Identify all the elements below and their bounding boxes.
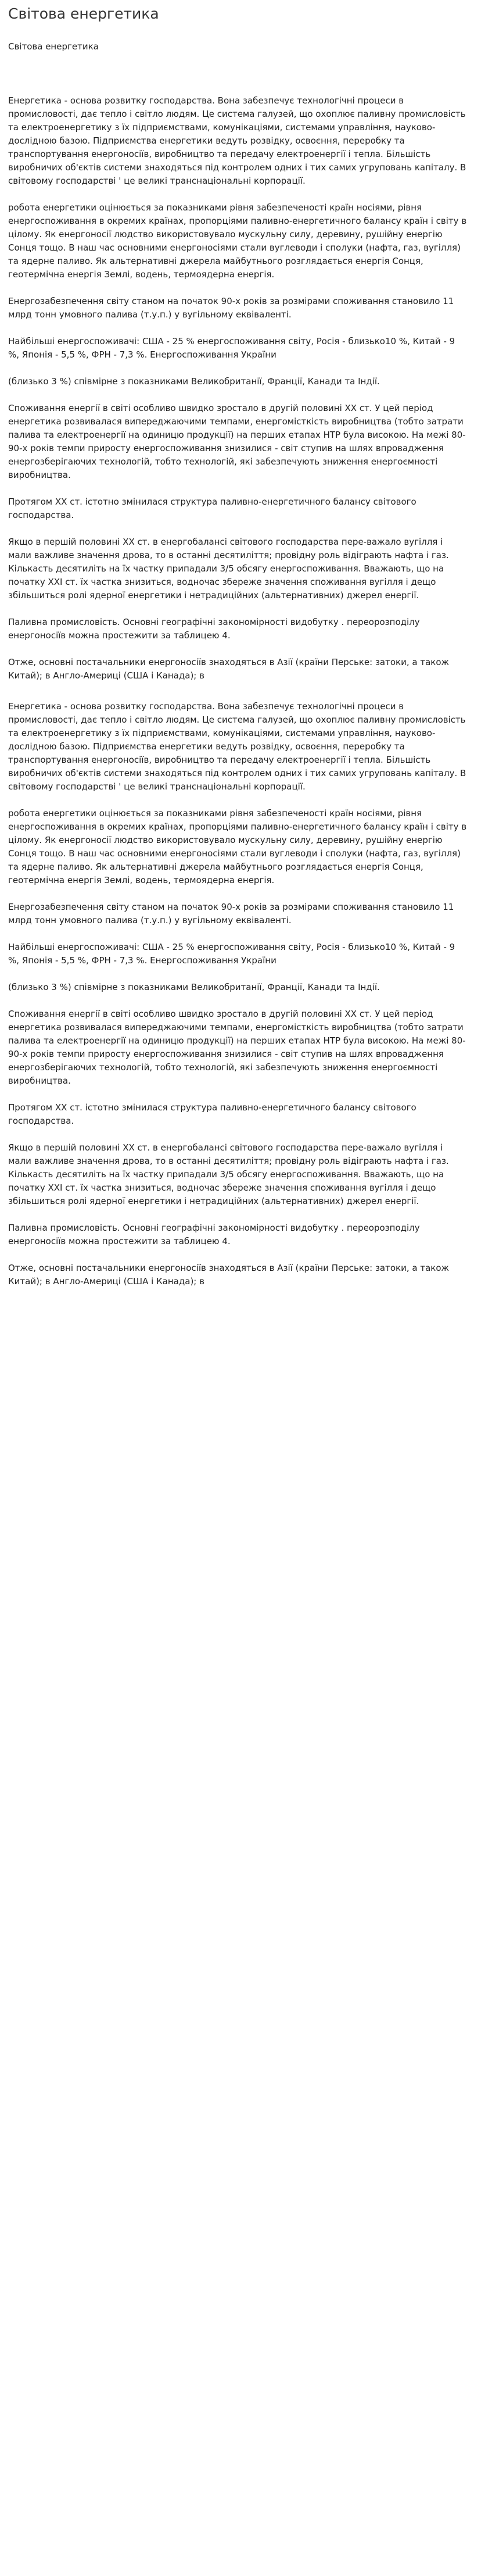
document-page: [0, 0, 476, 1325]
paragraph: Енергетика - основа розвитку господарства. Вона забезпечує технологічні процеси в промисловості, дає тепло і світло людям. Це система галузей, що охоплює паливну промисловість та електроенергетику з їх підприємствами, комунікаціями, системами управління, науково-дослідною базою. Підприємства енергетики ведуть розвідку, освоєння, переробку та транспортування енергоносіїв, виробництво та передачу електроенергії і тепла. Більшість виробничих об'єктів системи знаходяться під контролем одних і тих самих угруповань капіталу. В світовому господарстві ' це великі транснаціональні корпорації.: [8, 701, 466, 792]
paragraph: Протягом XX ст. істотно змінилася структура паливно-енергетичного балансу світового господарства.: [8, 496, 416, 520]
article-body: [8, 94, 468, 1288]
paragraph: Отже, основні постачальники енергоносіїв знаходяться в Азії (країни Перське: затоки, а також Китай); в Англо-Америці (США і Канада); в: [8, 657, 450, 681]
paragraph: Найбільші енергоспоживачі: США - 25 % енергоспоживання світу, Росія - близько10 %, Китай - 9 %, Японія - 5,5 %, ФРН - 7,3 %. Енергоспоживання України: [8, 942, 455, 966]
paragraph: робота енергетики оцінюється за показниками рівня забезпеченості країн носіями, рівня енергоспоживання в окремих країнах, пропорціями паливно-енергетичного балансу країн і світу в цілому. Як енергоносії людство використовувало мускульну силу, деревину, рушійну енергію Сонця тощо. В наш час основними енергоносіями стали вуглеводи і сполуки (нафта, газ, вугілля) та ядерне паливо. Як альтернативні джерела майбутнього розглядається енергія Сонця, геотермічна енергія Землі, водень, термоядерна енергія.: [8, 808, 467, 885]
paragraph: Якщо в першій половині XX ст. в енергобалансі світового господарства пере-важало вугілля і мали важливе значення дрова, то в останні десятиліття; провідну роль відіграють нафта і газ. Кількасть десятиліть на їх частку припадали 3/5 обсягу енергоспоживання. Вважають, що на початку XXI ст. їх частка знизиться, водночас збереже значення споживання вугілля і дещо збільшиться ролі ядерної енергетики і нетрадиційних (альтернативних) джерел енергії.: [8, 1142, 449, 1206]
paragraph: Найбільші енергоспоживачі: США - 25 % енергоспоживання світу, Росія - близько10 %, Китай - 9 %, Японія - 5,5 %, ФРН - 7,3 %. Енергоспоживання України: [8, 336, 455, 360]
paragraph: Паливна промисловість. Основні географічні закономірності видобутку . переорозподілу енергоносіїв можна простежити за таблицею 4.: [8, 1223, 420, 1246]
paragraph: Енергетика - основа розвитку господарства. Вона забезпечує технологічні процеси в промисловості, дає тепло і світло людям. Це система галузей, що охоплює паливну промисловість та електроенергетику з їх підприємствами, комунікаціями, системами управління, науково-дослідною базою. Підприємства енергетики ведуть розвідку, освоєння, переробку та транспортування енергоносіїв, виробництво та передачу електроенергії і тепла. Більшість виробничих об'єктів системи знаходяться під контролем одних і тих самих угруповань капіталу. В світовому господарстві ' це великі транснаціональні корпорації.: [8, 95, 466, 186]
paragraph: Споживання енергії в світі особливо швидко зростало в другій половині XX ст. У цей період енергетика розвивалася випереджаючими темпами, енергомісткість виробництва (тобто затрати палива та електроенергії на одиницю продукції) на перших етапах НТР була високою. На межі 80-90-х років темпи приросту енергоспоживання знизилися - світ ступив на шлях впровадження енергозберігаючих технологій, тобто технологій, які забезпечують зниження енергоємності виробництва.: [8, 403, 466, 480]
paragraph: Паливна промисловість. Основні географічні закономірності видобутку . переорозподілу енергоносіїв можна простежити за таблицею 4.: [8, 617, 420, 641]
paragraph: Споживання енергії в світі особливо швидко зростало в другій половині XX ст. У цей період енергетика розвивалася випереджаючими темпами, енергомісткість виробництва (тобто затрати палива та електроенергії на одиницю продукції) на перших етапах НТР була високою. На межі 80-90-х років темпи приросту енергоспоживання знизилися - світ ступив на шлях впровадження енергозберігаючих технологій, тобто технологій, які забезпечують зниження енергоємності виробництва.: [8, 1009, 466, 1086]
paragraph: Протягом XX ст. істотно змінилася структура паливно-енергетичного балансу світового господарства.: [8, 1102, 416, 1126]
paragraph: Якщо в першій половині XX ст. в енергобалансі світового господарства пере-важало вугілля і мали важливе значення дрова, то в останні десятиліття; провідну роль відіграють нафта і газ. Кількасть десятиліть на їх частку припадали 3/5 обсягу енергоспоживання. Вважають, що на початку XXI ст. їх частка знизиться, водночас збереже значення споживання вугілля і дещо збільшиться ролі ядерної енергетики і нетрадиційних (альтернативних) джерел енергії.: [8, 537, 449, 601]
paragraph: Енергозабезпечення світу станом на початок 90-х років за розмірами споживання становило 11 млрд тонн умовного палива (т.у.п.) у вугільному еквіваленті.: [8, 296, 454, 320]
page-subtitle: Світова енергетика: [8, 41, 99, 52]
paragraph: робота енергетики оцінюється за показниками рівня забезпеченості країн носіями, рівня енергоспоживання в окремих країнах, пропорціями паливно-енергетичного балансу країн і світу в цілому. Як енергоносії людство використовувало мускульну силу, деревину, рушійну енергію Сонця тощо. В наш час основними енергоносіями стали вуглеводи і сполуки (нафта, газ, вугілля) та ядерне паливо. Як альтернативні джерела майбутнього розглядається енергія Сонця, геотермічна енергія Землі, водень, термоядерна енергія.: [8, 202, 467, 280]
page-title: Світова енергетика: [8, 5, 159, 22]
paragraph: Енергозабезпечення світу станом на початок 90-х років за розмірами споживання становило 11 млрд тонн умовного палива (т.у.п.) у вугільному еквіваленті.: [8, 902, 454, 926]
paragraph: (близько 3 %) співмірне з показниками Великобританії, Франції, Канади та Індії.: [8, 982, 380, 992]
paragraph: (близько 3 %) співмірне з показниками Великобританії, Франції, Канади та Індії.: [8, 376, 380, 387]
paragraph: Отже, основні постачальники енергоносіїв знаходяться в Азії (країни Перське: затоки, а також Китай); в Англо-Америці (США і Канада); в: [8, 1263, 450, 1287]
